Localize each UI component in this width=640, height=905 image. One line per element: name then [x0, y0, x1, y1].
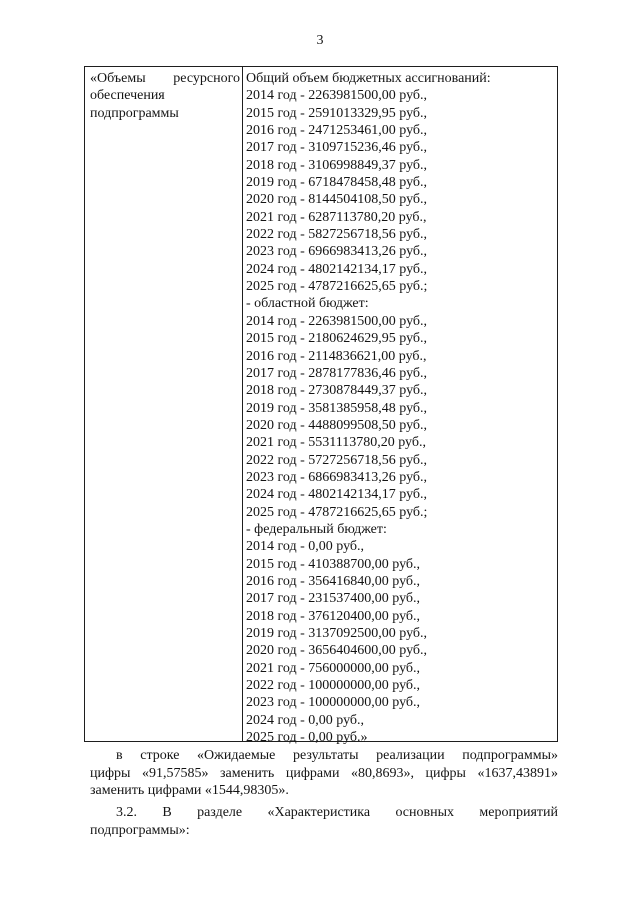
budget-line: 2022 год - 5727256718,56 руб.,: [246, 452, 428, 468]
budget-line: - областной бюджет:: [246, 296, 369, 312]
budget-line: 2014 год - 2263981500,00 руб.,: [246, 313, 428, 329]
paragraph-line: 3.2. В разделе «Характеристика основных мероприятий: [116, 805, 558, 820]
budget-line: 2023 год - 100000000,00 руб.,: [246, 695, 421, 711]
budget-line: 2017 год - 231537400,00 руб.,: [246, 591, 421, 607]
paragraph-line: подпрограммы»:: [90, 822, 190, 838]
budget-line: 2019 год - 3137092500,00 руб.,: [246, 626, 428, 641]
table-row-label-cell: [90, 70, 240, 122]
budget-line: 2016 год - 2471253461,00 руб.,: [246, 123, 428, 139]
budget-line: 2024 год - 0,00 руб.,: [246, 712, 365, 728]
row-label-line: «Объемы ресурсного: [90, 71, 240, 86]
budget-line: 2018 год - 2730878449,37 руб.,: [246, 383, 428, 399]
budget-line: - федеральный бюджет:: [246, 521, 387, 537]
budget-line: 2023 год - 6866983413,26 руб.,: [246, 469, 428, 485]
section-paragraph-3-2: [90, 804, 558, 839]
budget-line: 2022 год - 100000000,00 руб.,: [246, 678, 421, 694]
budget-line: 2021 год - 6287113780,20 руб.,: [246, 209, 427, 225]
budget-line: 2017 год - 3109715236,46 руб.,: [246, 140, 428, 156]
budget-line: 2025 год - 4787216625,65 руб.;: [246, 279, 428, 295]
budget-line: 2015 год - 2180624629,95 руб.,: [246, 331, 428, 347]
budget-line: 2020 год - 8144504108,50 руб.,: [246, 192, 428, 208]
row-label-line: обеспечения: [90, 88, 165, 104]
budget-line: 2025 год - 0,00 руб.»: [246, 730, 368, 746]
budget-line: 2014 год - 0,00 руб.,: [246, 539, 365, 555]
budget-line: 2020 год - 3656404600,00 руб.,: [246, 643, 428, 659]
budget-line: 2016 год - 356416840,00 руб.,: [246, 573, 421, 589]
budget-line: 2018 год - 3106998849,37 руб.,: [246, 157, 428, 173]
budget-line: 2022 год - 5827256718,56 руб.,: [246, 227, 428, 243]
budget-line: 2018 год - 376120400,00 руб.,: [246, 608, 421, 624]
budget-line: 2025 год - 4787216625,65 руб.;: [246, 504, 428, 520]
table-column-divider: [242, 67, 243, 741]
table-value-cell: [246, 70, 556, 746]
budget-line: Общий объем бюджетных ассигнований:: [246, 71, 491, 86]
paragraph-line: цифры «91,57585» заменить цифрами «80,8693», цифры «1637,43891»: [90, 765, 558, 781]
paragraph-line: заменить цифрами «1544,98305».: [90, 783, 289, 798]
budget-line: 2017 год - 2878177836,46 руб.,: [246, 365, 428, 381]
budget-line: 2016 год - 2114836621,00 руб.,: [246, 348, 427, 364]
budget-line: 2023 год - 6966983413,26 руб.,: [246, 244, 428, 260]
amendment-paragraph-expected-results: [90, 747, 558, 800]
budget-line: 2019 год - 3581385958,48 руб.,: [246, 400, 428, 416]
budget-line: 2019 год - 6718478458,48 руб.,: [246, 175, 428, 191]
budget-line: 2021 год - 756000000,00 руб.,: [246, 660, 421, 676]
budget-line: 2024 год - 4802142134,17 руб.,: [246, 487, 428, 503]
budget-line: 2015 год - 2591013329,95 руб.,: [246, 105, 428, 121]
budget-line: 2014 год - 2263981500,00 руб.,: [246, 88, 428, 104]
budget-line: 2021 год - 5531113780,20 руб.,: [246, 435, 426, 451]
budget-line: 2020 год - 4488099508,50 руб.,: [246, 417, 428, 433]
resource-table: [84, 66, 558, 746]
budget-line: 2024 год - 4802142134,17 руб.,: [246, 261, 428, 277]
page-number: 3: [316, 33, 324, 48]
row-label-line: подпрограммы: [90, 105, 179, 121]
paragraph-line: в строке «Ожидаемые результаты реализации подпрограммы»: [116, 748, 558, 763]
budget-line: 2015 год - 410388700,00 руб.,: [246, 556, 421, 572]
